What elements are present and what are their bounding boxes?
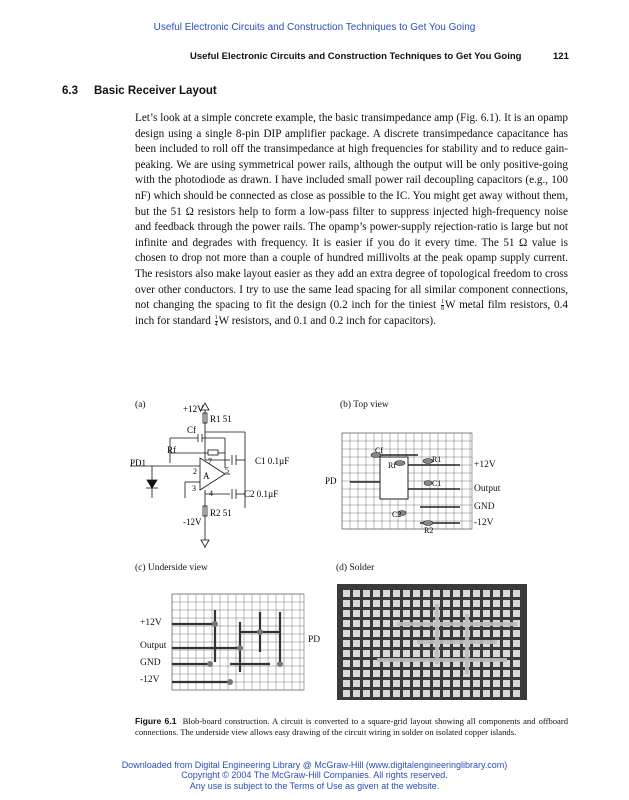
- page-number: 121: [553, 51, 569, 62]
- solder-pad: [393, 680, 400, 687]
- solder-pad: [383, 620, 390, 627]
- top-c2-label: C2: [392, 510, 402, 519]
- panel-b-label: (b) Top view: [340, 400, 389, 410]
- solder-pad: [343, 600, 350, 607]
- solder-pad: [373, 600, 380, 607]
- solder-pad: [463, 690, 470, 697]
- footer-line-2: Copyright © 2004 The McGraw-Hill Companies. All rights reserved.: [181, 770, 448, 781]
- solder-pad: [503, 610, 510, 617]
- solder-pad: [403, 610, 410, 617]
- solder-pad: [403, 650, 410, 657]
- solder-pad: [503, 640, 510, 647]
- solder-pad: [393, 670, 400, 677]
- solder-pad: [353, 670, 360, 677]
- solder-pad: [363, 640, 370, 647]
- solder-pad: [473, 600, 480, 607]
- solder-pad: [433, 670, 440, 677]
- solder-pad: [503, 670, 510, 677]
- solder-pad: [503, 680, 510, 687]
- body-text-end: W resistors, and 0.1 and 0.2 inch for capacitors).: [218, 314, 436, 327]
- solder-pad: [343, 690, 350, 697]
- solder-pad: [413, 670, 420, 677]
- solder-pad: [423, 680, 430, 687]
- solder-pad: [493, 630, 500, 637]
- solder-pad: [453, 610, 460, 617]
- solder-pad: [423, 690, 430, 697]
- schematic-vneg-label: -12V: [183, 517, 202, 527]
- solder-pad: [363, 680, 370, 687]
- solder-pad: [363, 650, 370, 657]
- solder-pad: [453, 690, 460, 697]
- solder-pad: [373, 630, 380, 637]
- solder-pad: [513, 630, 520, 637]
- solder-pad: [493, 680, 500, 687]
- solder-pad: [453, 680, 460, 687]
- solder-pad: [393, 650, 400, 657]
- underside-view-board: [170, 592, 310, 692]
- solder-pad: [413, 690, 420, 697]
- solder-pad: [453, 590, 460, 597]
- solder-pad: [483, 690, 490, 697]
- solder-pad: [433, 680, 440, 687]
- under-output-label: Output: [140, 641, 167, 651]
- solder-pad: [403, 670, 410, 677]
- solder-pad: [433, 690, 440, 697]
- solder-pad: [483, 650, 490, 657]
- solder-pad: [483, 610, 490, 617]
- solder-pad: [363, 690, 370, 697]
- solder-pad: [473, 650, 480, 657]
- schematic-cf-label: Cf: [187, 425, 196, 435]
- solder-pad: [383, 640, 390, 647]
- running-header-title: Useful Electronic Circuits and Construction Techniques to Get You Going: [190, 51, 522, 62]
- schematic-r1-label: R1 51: [210, 414, 232, 424]
- solder-pad: [493, 690, 500, 697]
- solder-pad: [483, 670, 490, 677]
- solder-pad: [503, 690, 510, 697]
- solder-pad: [393, 630, 400, 637]
- solder-pad: [383, 610, 390, 617]
- solder-pad: [443, 630, 450, 637]
- solder-pad: [443, 650, 450, 657]
- figure-caption: [135, 716, 568, 737]
- solder-pad: [493, 600, 500, 607]
- solder-pad: [483, 600, 490, 607]
- solder-pad: [423, 650, 430, 657]
- footer: [0, 760, 629, 791]
- solder-pad: [413, 650, 420, 657]
- solder-pad: [343, 630, 350, 637]
- solder-pad: [363, 620, 370, 627]
- under-pd-label: PD: [308, 635, 321, 645]
- solder-pad: [513, 660, 520, 667]
- top-r1-label: R1: [432, 455, 442, 464]
- solder-pad: [393, 690, 400, 697]
- solder-pad: [503, 600, 510, 607]
- solder-pad: [513, 590, 520, 597]
- solder-pad: [363, 610, 370, 617]
- solder-pad: [383, 600, 390, 607]
- solder-pad: [443, 610, 450, 617]
- caption-text: Blob-board construction. A circuit is converted to a square-grid layout showing all components and offboard connections. The underside view allows easy drawing of the circuit wiring in solder on isolated copper islands.: [135, 716, 569, 737]
- solder-pad: [343, 650, 350, 657]
- solder-pad: [363, 600, 370, 607]
- solder-pad: [353, 690, 360, 697]
- under-vneg-label: -12V: [140, 675, 160, 685]
- solder-pad: [443, 600, 450, 607]
- solder-pad: [373, 650, 380, 657]
- solder-pad: [353, 630, 360, 637]
- section-number: 6.3: [62, 85, 78, 97]
- schematic-c2-label: C2 0.1µF: [244, 489, 279, 499]
- solder-pad: [353, 660, 360, 667]
- schematic-pin2-label: 2: [193, 467, 197, 476]
- solder-pad: [413, 590, 420, 597]
- solder-pad: [393, 610, 400, 617]
- solder-pad: [353, 620, 360, 627]
- solder-pad: [453, 600, 460, 607]
- schematic-opamp-label: A: [203, 471, 210, 481]
- top-rf-label: Rf: [388, 461, 396, 470]
- solder-pad: [383, 650, 390, 657]
- solder-pad: [403, 600, 410, 607]
- schematic-diagram: [130, 398, 330, 558]
- footer-line-1: Downloaded from Digital Engineering Library @ McGraw-Hill (www.digitalengineeringlibrary.com): [121, 760, 508, 770]
- solder-pad: [453, 670, 460, 677]
- schematic-c1-label: C1 0.1µF: [255, 456, 290, 466]
- solder-pad: [343, 620, 350, 627]
- section-title: Basic Receiver Layout: [94, 85, 217, 97]
- solder-pad: [373, 620, 380, 627]
- solder-pad: [393, 640, 400, 647]
- solder-pad: [503, 590, 510, 597]
- solder-pad: [473, 630, 480, 637]
- fraction-denominator: 4: [214, 321, 218, 328]
- solder-pad: [473, 690, 480, 697]
- under-gnd-label: GND: [140, 658, 161, 668]
- solder-pad: [473, 610, 480, 617]
- solder-pad: [443, 670, 450, 677]
- schematic-pd1-label: PD1: [130, 458, 147, 468]
- solder-pad: [473, 670, 480, 677]
- solder-pad: [343, 670, 350, 677]
- solder-pad: [413, 630, 420, 637]
- solder-pad: [423, 630, 430, 637]
- solder-pad: [383, 680, 390, 687]
- solder-pad: [413, 610, 420, 617]
- body-text-main: Let’s look at a simple concrete example, the basic transimpedance amp (Fig. 6.1). It is an opamp design using a single 8-pin DIP amplifier package. A discrete transimpedance capacitance has been included to roll off the transimpedance at high frequencies for stability and to reduce gain-peaking. We are using symmetrical power rails, although the output will be only positive-going with the photodiode as drawn. I have included small power rail decoupling capacitors (e.g., 100 nF) which should be connected as close as possible to the IC. You might get away without them, but the 51 Ω resistors help to form a low-pass filter to suppress injected high-frequency noise and feedback through the power rails. The opamp’s power-supply rejection-ratio is large but not infinite and degrades with frequency. It is easier if you do it every time. The 51 Ω value is chosen to drop not more than a couple of hundred millivolts at the peak opamp supply current. The resistors also make layout easier as they add an extra degree of topological freedom to cross over other conductors. I try to use the same lead spacing for all similar component connections, not changing the spacing to fit the design (0.2 inch for the tiniest: [135, 112, 568, 312]
- solder-pad: [373, 590, 380, 597]
- solder-pad: [373, 610, 380, 617]
- fraction-numerator: 1: [214, 314, 218, 321]
- solder-pad: [383, 670, 390, 677]
- solder-pad: [363, 590, 370, 597]
- solder-pad: [513, 600, 520, 607]
- solder-pad: [483, 680, 490, 687]
- solder-pad: [343, 640, 350, 647]
- under-vpos-label: +12V: [140, 618, 162, 628]
- footer-line-3: Any use is subject to the Terms of Use as given at the website.: [189, 780, 440, 791]
- body-paragraph: [135, 111, 568, 329]
- schematic-pin7-label: 7: [208, 457, 212, 466]
- solder-pad: [353, 650, 360, 657]
- solder-pad: [373, 680, 380, 687]
- solder-pad: [343, 680, 350, 687]
- solder-pad: [483, 630, 490, 637]
- solder-pad: [343, 610, 350, 617]
- top-gnd-label: GND: [474, 502, 495, 512]
- solder-pad: [373, 670, 380, 677]
- solder-pad: [383, 630, 390, 637]
- solder-photo: [337, 584, 527, 700]
- solder-pad: [473, 680, 480, 687]
- solder-pad: [443, 690, 450, 697]
- solder-pad: [343, 660, 350, 667]
- top-pd-label: PD: [325, 476, 337, 486]
- solder-pad: [353, 640, 360, 647]
- solder-pad: [503, 630, 510, 637]
- solder-pad: [513, 670, 520, 677]
- fraction-one-eighth: [441, 299, 444, 312]
- solder-pad: [343, 590, 350, 597]
- solder-pad: [403, 690, 410, 697]
- panel-d-label: (d) Solder: [336, 563, 375, 573]
- solder-pad: [353, 590, 360, 597]
- body-text-mid: W metal film resistors, 0.4 inch for standard: [135, 299, 569, 327]
- solder-pad: [433, 590, 440, 597]
- fraction-denominator: 8: [440, 306, 444, 313]
- solder-pad: [423, 600, 430, 607]
- solder-pad: [393, 600, 400, 607]
- solder-pad: [493, 650, 500, 657]
- solder-pad: [413, 680, 420, 687]
- solder-pad: [513, 680, 520, 687]
- solder-pad: [463, 590, 470, 597]
- solder-pad: [463, 600, 470, 607]
- top-cf-label: Cf: [375, 446, 383, 455]
- solder-pad: [473, 590, 480, 597]
- top-vneg-label: -12V: [474, 518, 494, 528]
- solder-pad: [393, 590, 400, 597]
- solder-pad: [513, 640, 520, 647]
- solder-pad: [353, 610, 360, 617]
- solder-pad: [363, 630, 370, 637]
- solder-pad: [493, 670, 500, 677]
- solder-pad: [383, 590, 390, 597]
- top-output-label: Output: [474, 484, 501, 494]
- top-banner: Useful Electronic Circuits and Construction Techniques to Get You Going: [153, 22, 476, 33]
- solder-pad: [363, 670, 370, 677]
- solder-pad: [493, 590, 500, 597]
- fraction-numerator: 1: [440, 299, 444, 306]
- solder-pad: [493, 610, 500, 617]
- solder-pad: [423, 670, 430, 677]
- panel-a-label: (a): [135, 400, 146, 410]
- solder-pad: [403, 590, 410, 597]
- solder-pad: [383, 690, 390, 697]
- solder-pad: [423, 610, 430, 617]
- solder-pad: [513, 690, 520, 697]
- schematic-pin4-label: 4: [209, 489, 213, 498]
- solder-pad: [443, 590, 450, 597]
- solder-pad: [403, 640, 410, 647]
- solder-pad: [483, 590, 490, 597]
- solder-pad: [503, 650, 510, 657]
- top-r2-label: R2: [424, 526, 434, 535]
- solder-pad: [353, 680, 360, 687]
- schematic-r2-label: R2 51: [210, 508, 232, 518]
- solder-pad: [403, 680, 410, 687]
- solder-pad: [453, 630, 460, 637]
- solder-pad: [403, 630, 410, 637]
- schematic-rf-label: Rf: [167, 445, 176, 455]
- solder-pad: [413, 600, 420, 607]
- solder-pad: [373, 690, 380, 697]
- solder-pad: [453, 650, 460, 657]
- panel-c-label: (c) Underside view: [135, 563, 208, 573]
- solder-pad: [513, 650, 520, 657]
- schematic-pin5-label: 5: [225, 466, 229, 475]
- schematic-pin3-label: 3: [192, 484, 196, 493]
- top-vpos-label: +12V: [474, 460, 496, 470]
- solder-pad: [443, 680, 450, 687]
- caption-label: Figure 6.1: [135, 716, 177, 726]
- schematic-vpos-label: +12V: [183, 404, 204, 414]
- solder-pad: [373, 640, 380, 647]
- solder-pad: [513, 610, 520, 617]
- top-c1-label: C1: [432, 479, 442, 488]
- solder-pad: [463, 680, 470, 687]
- solder-pad: [363, 660, 370, 667]
- solder-pad: [423, 590, 430, 597]
- fraction-one-quarter: [215, 315, 218, 328]
- solder-pad: [353, 600, 360, 607]
